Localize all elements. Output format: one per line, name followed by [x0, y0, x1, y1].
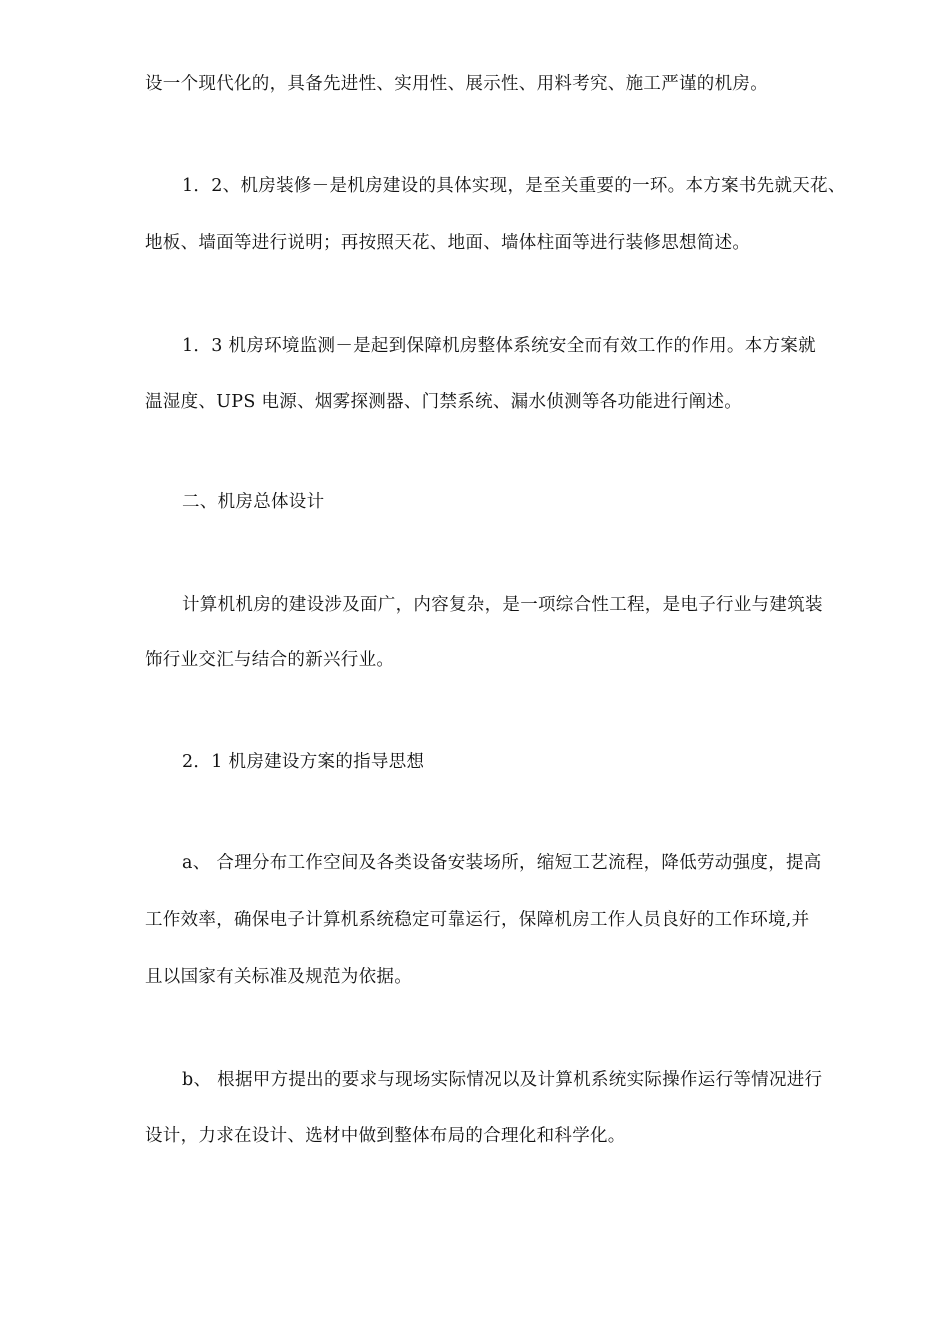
paragraph-line: 1．2、机房装修－是机房建设的具体实现，是至关重要的一环。本方案书先就天花、 — [182, 176, 846, 196]
paragraph-line: a、 合理分布工作空间及各类设备安装场所，缩短工艺流程，降低劳动强度，提高 — [182, 853, 822, 873]
paragraph-line: 地板、墙面等进行说明；再按照天花、地面、墙体柱面等进行装修思想简述。 — [145, 233, 751, 253]
paragraph-line: 设一个现代化的，具备先进性、实用性、展示性、用料考究、施工严谨的机房。 — [145, 74, 768, 94]
section-heading: 二、机房总体设计 — [182, 492, 325, 512]
paragraph-line: 工作效率，确保电子计算机系统稳定可靠运行，保障机房工作人员良好的工作环境,并 — [145, 910, 810, 930]
paragraph-line: 饰行业交汇与结合的新兴行业。 — [145, 650, 395, 670]
paragraph-line: 且以国家有关标准及规范为依据。 — [145, 967, 412, 987]
paragraph-line: 设计，力求在设计、选材中做到整体布局的合理化和科学化。 — [145, 1126, 626, 1146]
subsection-heading: 2．1 机房建设方案的指导思想 — [182, 752, 425, 772]
paragraph-line: 温湿度、UPS 电源、烟雾探测器、门禁系统、漏水侦测等各功能进行阐述。 — [145, 392, 743, 412]
paragraph-line: 1．3 机房环境监测－是起到保障机房整体系统安全而有效工作的作用。本方案就 — [182, 336, 816, 356]
paragraph-line: b、 根据甲方提出的要求与现场实际情况以及计算机系统实际操作运行等情况进行 — [182, 1070, 823, 1090]
paragraph-line: 计算机机房的建设涉及面广，内容复杂，是一项综合性工程，是电子行业与建筑装 — [182, 595, 823, 615]
